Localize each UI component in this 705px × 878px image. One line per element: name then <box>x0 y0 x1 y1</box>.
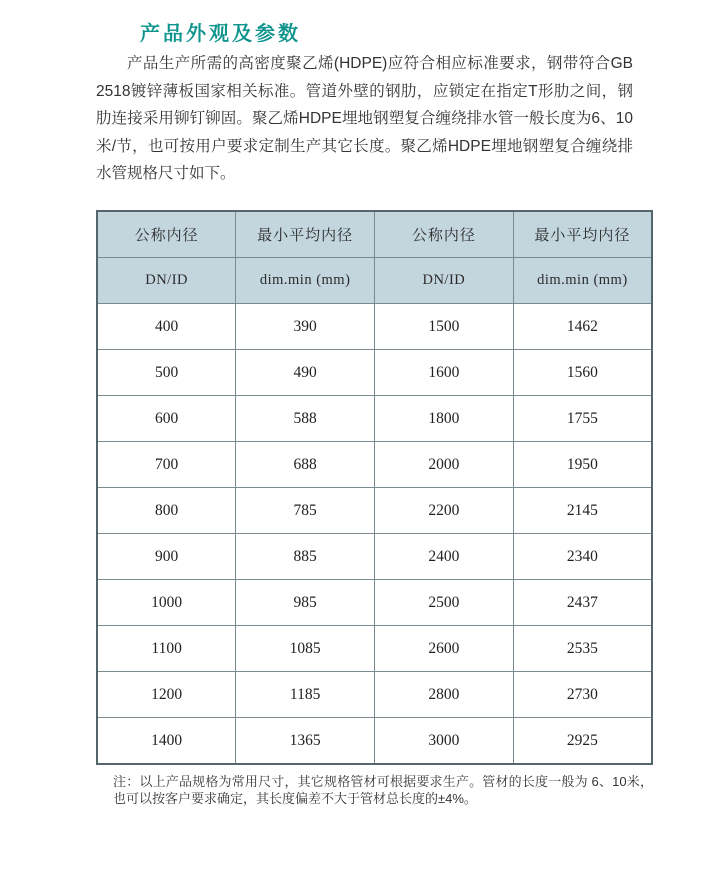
col-subheader-dnid-left: DN/ID <box>97 258 236 304</box>
table-cell: 1950 <box>513 442 652 488</box>
table-cell: 2800 <box>375 672 514 718</box>
table-cell: 1600 <box>375 350 514 396</box>
table-cell: 2000 <box>375 442 514 488</box>
table-cell: 3000 <box>375 718 514 765</box>
table-cell: 985 <box>236 580 375 626</box>
table-cell: 2535 <box>513 626 652 672</box>
table-row <box>97 396 652 442</box>
intro-paragraph: 产品生产所需的高密度聚乙烯(HDPE)应符合相应标准要求，钢带符合GB 2518镀锌薄板国家相关标准。管道外壁的钢肋，应锁定在指定T形肋之间，钢肋连接采用铆钉铆固。聚乙烯HDPE埋地钢塑复合缠绕排水管一般长度为6、10米/节，也可按用户要求定制生产其它长度。聚乙烯HDPE埋地钢塑复合缠绕排水管规格尺寸如下。 <box>96 55 633 182</box>
table-cell: 390 <box>236 304 375 350</box>
col-subheader-dimmin-right: dim.min (mm) <box>513 258 652 304</box>
pipe-spec-table <box>96 210 653 765</box>
table-row <box>97 442 652 488</box>
header-row-chinese <box>97 211 652 258</box>
table-cell: 1365 <box>236 718 375 765</box>
table-row <box>97 580 652 626</box>
footnote: 注：以上产品规格为常用尺寸，其它规格管材可根据要求生产。管材的长度一般为 6、10米，也可以按客户要求确定，其长度偏差不大于管材总长度的±4%。 <box>113 774 653 806</box>
table-row <box>97 534 652 580</box>
table-cell: 1800 <box>375 396 514 442</box>
table-cell: 700 <box>97 442 236 488</box>
table-row <box>97 304 652 350</box>
table-cell: 1560 <box>513 350 652 396</box>
header-row-units <box>97 258 652 304</box>
table-cell: 500 <box>97 350 236 396</box>
table-row <box>97 672 652 718</box>
table-cell: 2145 <box>513 488 652 534</box>
table-cell: 800 <box>97 488 236 534</box>
spec-table-body <box>97 304 652 765</box>
table-row <box>97 350 652 396</box>
table-cell: 490 <box>236 350 375 396</box>
table-cell: 1200 <box>97 672 236 718</box>
table-cell: 2500 <box>375 580 514 626</box>
table-row <box>97 626 652 672</box>
col-header-min-avg-id-left: 最小平均内径 <box>236 211 375 258</box>
table-row <box>97 488 652 534</box>
table-cell: 885 <box>236 534 375 580</box>
table-cell: 1500 <box>375 304 514 350</box>
table-cell: 588 <box>236 396 375 442</box>
table-cell: 600 <box>97 396 236 442</box>
col-header-min-avg-id-right: 最小平均内径 <box>513 211 652 258</box>
table-cell: 1755 <box>513 396 652 442</box>
table-cell: 1400 <box>97 718 236 765</box>
table-row <box>97 718 652 765</box>
col-subheader-dnid-right: DN/ID <box>375 258 514 304</box>
spec-table-header <box>97 211 652 304</box>
table-cell: 688 <box>236 442 375 488</box>
table-cell: 1462 <box>513 304 652 350</box>
table-cell: 2400 <box>375 534 514 580</box>
table-cell: 2730 <box>513 672 652 718</box>
table-cell: 400 <box>97 304 236 350</box>
table-cell: 1185 <box>236 672 375 718</box>
table-cell: 1000 <box>97 580 236 626</box>
table-cell: 2600 <box>375 626 514 672</box>
table-cell: 2925 <box>513 718 652 765</box>
table-cell: 900 <box>97 534 236 580</box>
table-cell: 2437 <box>513 580 652 626</box>
col-header-nominal-id-left: 公称内径 <box>97 211 236 258</box>
table-cell: 1100 <box>97 626 236 672</box>
table-cell: 2340 <box>513 534 652 580</box>
col-subheader-dimmin-left: dim.min (mm) <box>236 258 375 304</box>
table-cell: 2200 <box>375 488 514 534</box>
page-title: 产品外观及参数 <box>140 23 301 45</box>
table-cell: 1085 <box>236 626 375 672</box>
col-header-nominal-id-right: 公称内径 <box>375 211 514 258</box>
table-cell: 785 <box>236 488 375 534</box>
